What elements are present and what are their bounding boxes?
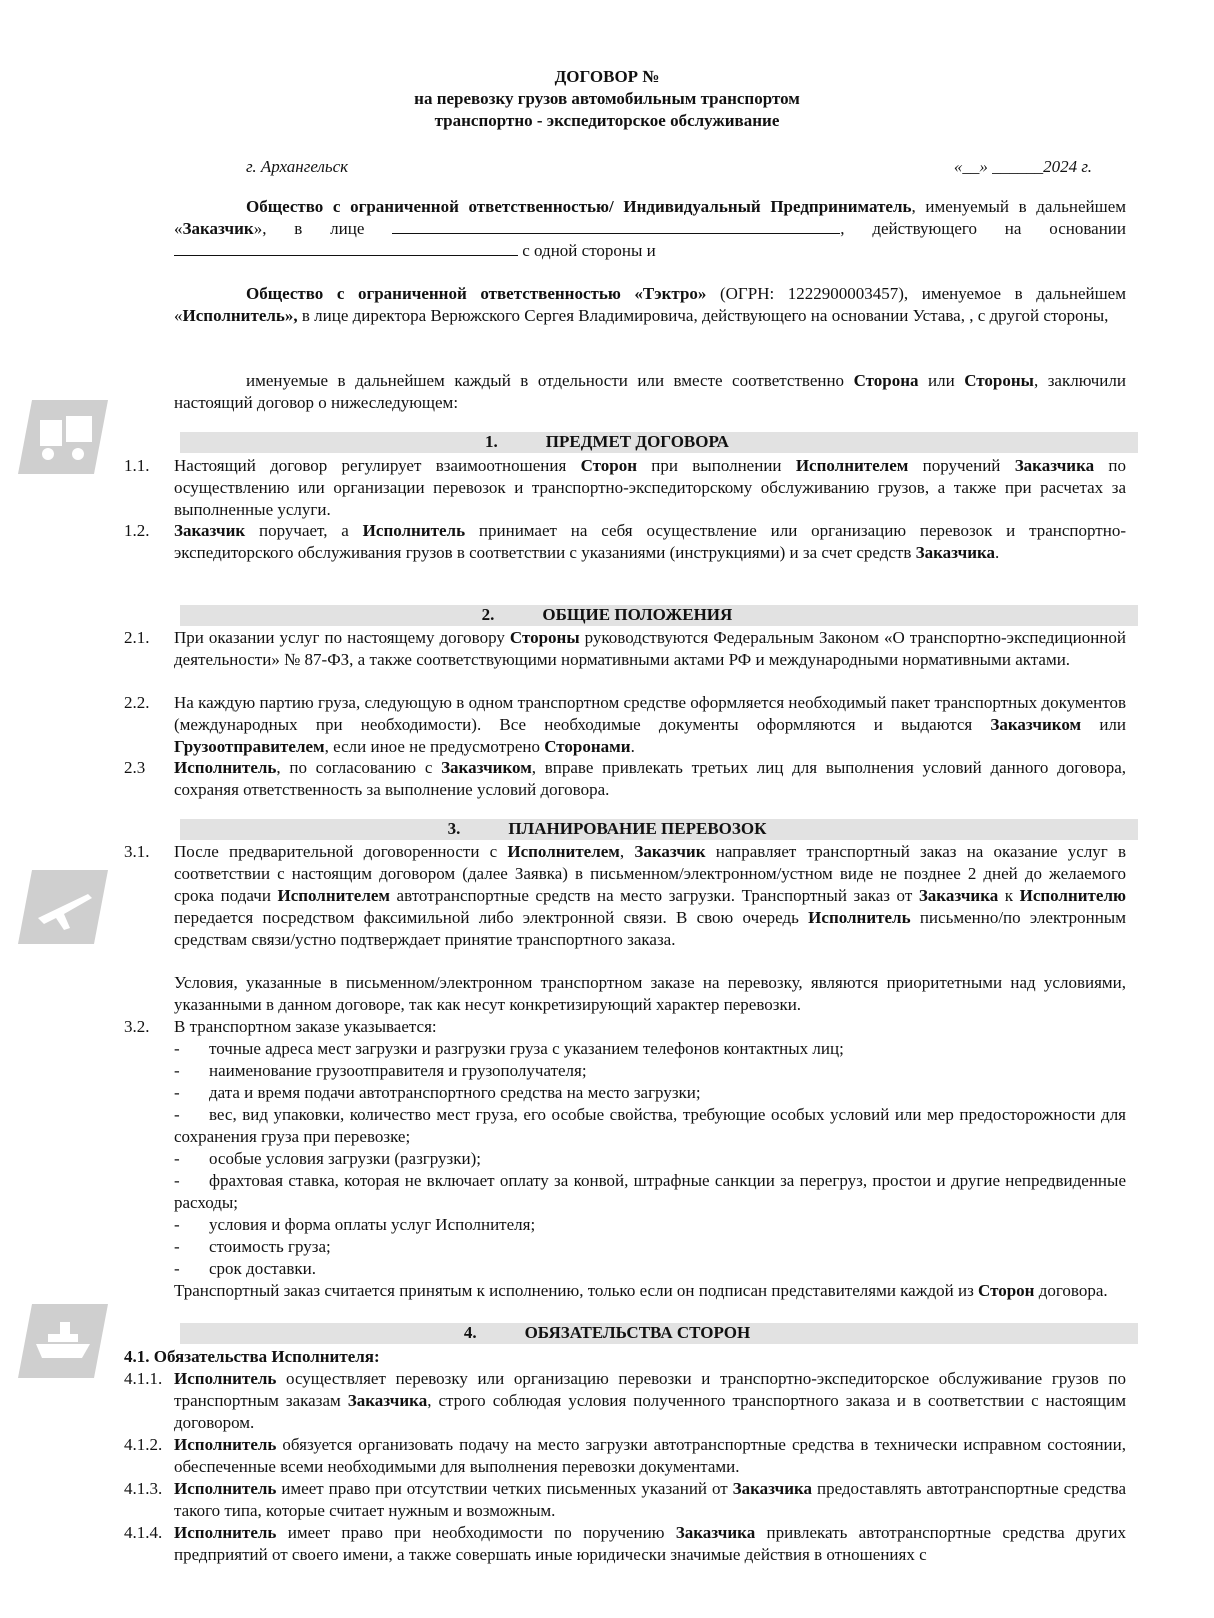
section-4-heading: 4. ОБЯЗАТЕЛЬСТВА СТОРОН: [463, 1323, 751, 1342]
list-item-wrapped: - фрахтовая ставка, которая не включает оплату за конвой, штрафные санкции за перегруз, простои и другие непредвиденные расходы;: [174, 1171, 1126, 1212]
clause-4-1-2: Исполнитель обязуется организовать подачу на место загрузки автотранспортные средства в технически исправном состоянии, обеспеченные всеми необходимыми для выполнения перевозки документами.: [174, 1435, 1126, 1476]
subsection-4-1-heading: 4.1. Обязательства Исполнителя:: [124, 1347, 380, 1366]
document-subtitle-2: транспортно - экспедиторское обслуживание: [434, 111, 780, 130]
bullet: -: [174, 1061, 180, 1080]
clause-4-1-3: Исполнитель имеет право при отсутствии четких письменных указаний от Заказчика предоставлять автотранспортные средства такого типа, которые считает нужным и возможным.: [174, 1479, 1127, 1520]
bullet: -: [174, 1083, 180, 1102]
clause-number: 3.2.: [124, 1017, 150, 1036]
basis-blank: [174, 241, 518, 256]
city: г. Архангельск: [246, 157, 349, 176]
clause-4-1-1: Исполнитель осуществляет перевозку или организацию перевозки и транспортно-экспедиторское обслуживание грузов по транспортным заказам Заказчика, строго соблюдая условия полученного транспортного заказа и в соответствии с настоящим договором.: [174, 1369, 1126, 1432]
bullet: -: [174, 1259, 180, 1278]
list-item: особые условия загрузки (разгрузки);: [209, 1149, 482, 1168]
clause-number: 4.1.4.: [124, 1523, 163, 1542]
clause-number: 4.1.2.: [124, 1435, 163, 1454]
clause-number: 4.1.1.: [124, 1369, 163, 1388]
list-item: точные адреса мест загрузки и разгрузки груза с указанием телефонов контактных лиц;: [209, 1039, 844, 1058]
section-3-heading: 3. ПЛАНИРОВАНИЕ ПЕРЕВОЗОК: [447, 819, 767, 838]
document-subtitle-1: на перевозку грузов автомобильным транспортом: [414, 89, 800, 108]
document-title: ДОГОВОР №: [554, 67, 660, 86]
clause-number: 1.2.: [124, 521, 150, 540]
clause-4-1-4: Исполнитель имеет право при необходимости по поручению Заказчика привлекать автотранспортные средства других предприятий от своего имени, а также совершать иные юридически значимые действия в отношениях с: [174, 1523, 1126, 1564]
section-2-heading: 2. ОБЩИЕ ПОЛОЖЕНИЯ: [481, 605, 733, 624]
clause-number: 2.2.: [124, 693, 150, 712]
list-item: условия и форма оплаты услуг Исполнителя;: [209, 1215, 536, 1234]
clause-1-2: Заказчик поручает, а Исполнитель принимает на себя осуществление или организацию перевозок и транспортно-экспедиторского обслуживания грузов в соответствии с указаниями (инструкциями) и за счет средств Заказчика.: [174, 521, 1126, 562]
representative-blank: [392, 219, 840, 234]
clause-3-2-intro: В транспортном заказе указывается:: [174, 1017, 437, 1036]
clause-number: 4.1.3.: [124, 1479, 163, 1498]
clause-number: 2.3: [124, 758, 146, 777]
parties-summary-paragraph: именуемые в дальнейшем каждый в отдельности или вместе соответственно Сторона или Стороны, заключили настоящий договор о нижеследующем:: [174, 371, 1126, 412]
bullet: -: [174, 1149, 180, 1168]
clause-2-1: При оказании услуг по настоящему договору Стороны руководствуются Федеральным Законом «О транспортно-экспедиционной деятельности» № 87-ФЗ, а также соответствующими нормативными актами РФ и международными нормативными актами.: [174, 628, 1126, 669]
plane-icon: [18, 866, 108, 948]
list-item: наименование грузоотправителя и грузополучателя;: [209, 1061, 587, 1080]
bullet: -: [174, 1237, 180, 1256]
party-executor-name: Общество с ограниченной ответственностью «Тэктро»: [246, 284, 707, 303]
clause-2-2: На каждую партию груза, следующую в одном транспортном средстве оформляется необходимый пакет транспортных документов (международных при необходимости). Все необходимые документы оформляются и выдаются Заказчиком или Грузоотправителем, если иное не предусмотрено Сторонами.: [174, 693, 1127, 756]
list-item: стоимость груза;: [209, 1237, 331, 1256]
clause-3-1-conditions: Условия, указанные в письменном/электронном транспортном заказе на перевозку, являются приоритетными над условиями, указанными в данном договоре, так как несут конкретизирующий характер перевозки.: [174, 973, 1126, 1014]
party-customer-paragraph: Общество с ограниченной ответственностью/ Индивидуальный Предприниматель, именуемый в дальнейшем «Заказчик», в лице , действующего на основании с одной стороны и: [174, 197, 1126, 260]
clause-number: 3.1.: [124, 842, 150, 861]
party-customer-name: Общество с ограниченной ответственностью/ Индивидуальный Предприниматель: [246, 197, 912, 216]
contract-date: «__» ______2024 г.: [953, 157, 1092, 176]
list-item-wrapped: - вес, вид упаковки, количество мест груза, его особые свойства, требующие особых условий или мер предосторожности для сохранения груза при перевозке;: [174, 1105, 1126, 1146]
list-item: дата и время подачи автотранспортного средства на место загрузки;: [209, 1083, 701, 1102]
bullet: -: [174, 1215, 180, 1234]
clause-number: 1.1.: [124, 456, 150, 475]
list-item: срок доставки.: [209, 1259, 316, 1278]
clause-3-1: После предварительной договоренности с Исполнителем, Заказчик направляет транспортный заказ на оказание услуг в соответствии с настоящим договором (далее Заявка) в письменном/электронном/устном виде не позднее 2 дней до желаемого срока подачи Исполнителем автотранспортные средств на место загрузки. Транспортный заказ от Заказчика к Исполнителю передается посредством факсимильной либо электронной связи. В свою очередь Исполнитель письменно/по электронным средствам связи/устно подтверждает принятие транспортного заказа.: [174, 842, 1127, 949]
party-executor-paragraph: Общество с ограниченной ответственностью «Тэктро» (ОГРН: 1222900003457), именуемое в дальнейшем «Исполнитель», в лице директора Верюжского Сергея Владимировича, действующего на основании Устава, , с другой стороны,: [174, 284, 1126, 325]
bullet: -: [174, 1039, 180, 1058]
clause-3-2-tail: Транспортный заказ считается принятым к исполнению, только если он подписан представителями каждой из Сторон договора.: [174, 1281, 1108, 1300]
section-1-heading: 1. ПРЕДМЕТ ДОГОВОРА: [485, 432, 729, 451]
clause-1-1: Настоящий договор регулирует взаимоотношения Сторон при выполнении Исполнителем поручений Заказчика по осуществлению или организации перевозок и транспортно-экспедиторскому обслуживанию грузов, а также при расчетах за выполненные услуги.: [174, 456, 1126, 519]
clause-2-3: Исполнитель, по согласованию с Заказчиком, вправе привлекать третьих лиц для выполнения условий данного договора, сохраняя ответственность за выполнение условий договора.: [174, 758, 1126, 799]
clause-number: 2.1.: [124, 628, 150, 647]
